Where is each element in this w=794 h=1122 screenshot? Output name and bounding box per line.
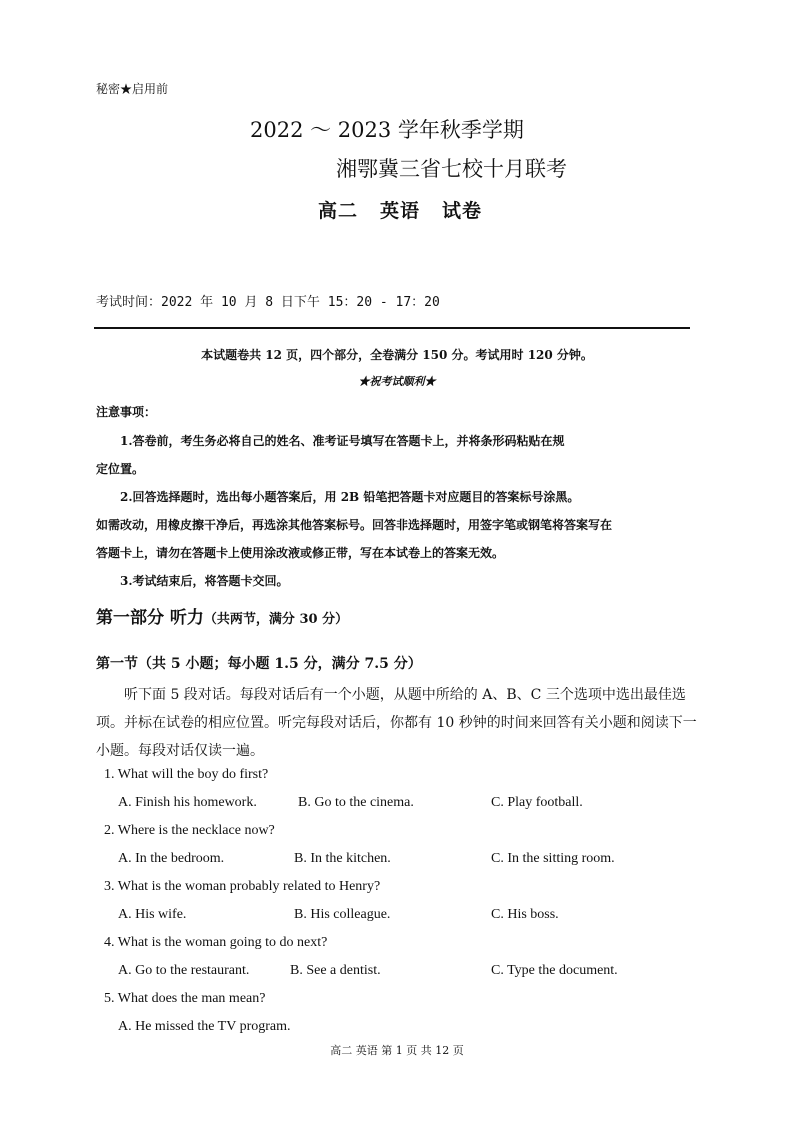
question-1-option-a: A. Finish his homework. [118, 795, 257, 810]
question-3-option-c: C. His boss. [491, 907, 559, 922]
question-3-option-b: B. His colleague. [294, 907, 391, 922]
question-2: 2. Where is the necklace now? [104, 823, 275, 838]
note-2-line-3: 答题卡上，请勿在答题卡上使用涂改液或修正带，写在本试卷上的答案无效。 [96, 546, 505, 560]
question-5-option-a: A. He missed the TV program. [118, 1019, 291, 1034]
paper-summary: 本试题卷共 12 页，四个部分，全卷满分 150 分。考试用时 120 分钟。 [201, 348, 593, 362]
page-footer: 高二 英语 第 1 页 共 12 页 [330, 1044, 464, 1057]
question-4-option-b: B. See a dentist. [290, 963, 381, 978]
notes-heading: 注意事项： [96, 405, 157, 419]
grade-label: 高二 [318, 200, 359, 222]
question-2-option-b: B. In the kitchen. [294, 851, 391, 866]
note-1-line-1: 1.答卷前，考生务必将自己的姓名、准考证号填写在答题卡上，并将条形码粘贴在规 [120, 434, 565, 448]
exam-time: 考试时间：2022 年 10 月 8 日下午 15：20 - 17：20 [96, 295, 440, 310]
note-1-line-2: 定位置。 [96, 462, 145, 476]
question-2-option-c: C. In the sitting room. [491, 851, 615, 866]
note-3: 3.考试结束后，将答题卡交回。 [120, 574, 289, 588]
confidential-label: 秘密★启用前 [96, 82, 169, 96]
paper-type-label: 试卷 [442, 200, 483, 222]
section-1-instructions: 听下面 5 段对话。每段对话后有一个小题，从题中所给的 A、B、C 三个选项中选出最佳选项。并标在试卷的相应位置。听完每段对话后，你都有 10 秒钟的时间来回答有关小题和阅读下一小题。每段对话仅读一遍。 [96, 687, 697, 759]
question-2-option-a: A. In the bedroom. [118, 851, 225, 866]
question-4: 4. What is the woman going to do next? [104, 935, 328, 950]
question-4-option-c: C. Type the document. [491, 963, 618, 978]
question-4-option-a: A. Go to the restaurant. [118, 963, 250, 978]
section-1-heading: 第一节（共 5 小题；每小题 1.5 分，满分 7.5 分） [96, 656, 422, 672]
part-1-title: 第一部分 听力 [96, 608, 204, 628]
question-3-option-a: A. His wife. [118, 907, 187, 922]
good-luck-line: ★祝考试顺利★ [358, 375, 436, 388]
exam-title-union: 湘鄂冀三省七校十月联考 [336, 157, 567, 181]
part-1-heading [96, 603, 348, 628]
note-2-line-1: 2.回答选择题时，选出每小题答案后，用 2B 铅笔把答题卡对应题目的答案标号涂黑。 [120, 490, 580, 504]
question-1-option-b: B. Go to the cinema. [298, 795, 414, 810]
part-1-subtitle: （共两节，满分 30 分） [203, 612, 349, 627]
divider [94, 327, 690, 329]
question-5: 5. What does the man mean? [104, 991, 266, 1006]
question-1: 1. What will the boy do first? [104, 767, 269, 782]
subject-label: 英语 [380, 200, 421, 222]
question-1-option-c: C. Play football. [491, 795, 583, 810]
question-3: 3. What is the woman probably related to Henry? [104, 879, 381, 894]
note-2-line-2: 如需改动，用橡皮擦干净后，再选涂其他答案标号。回答非选择题时，用签字笔或钢笔将答案写在 [96, 518, 613, 532]
exam-title-subject [318, 196, 504, 223]
exam-title-year: 2022 ～ 2023 学年秋季学期 [250, 118, 524, 142]
